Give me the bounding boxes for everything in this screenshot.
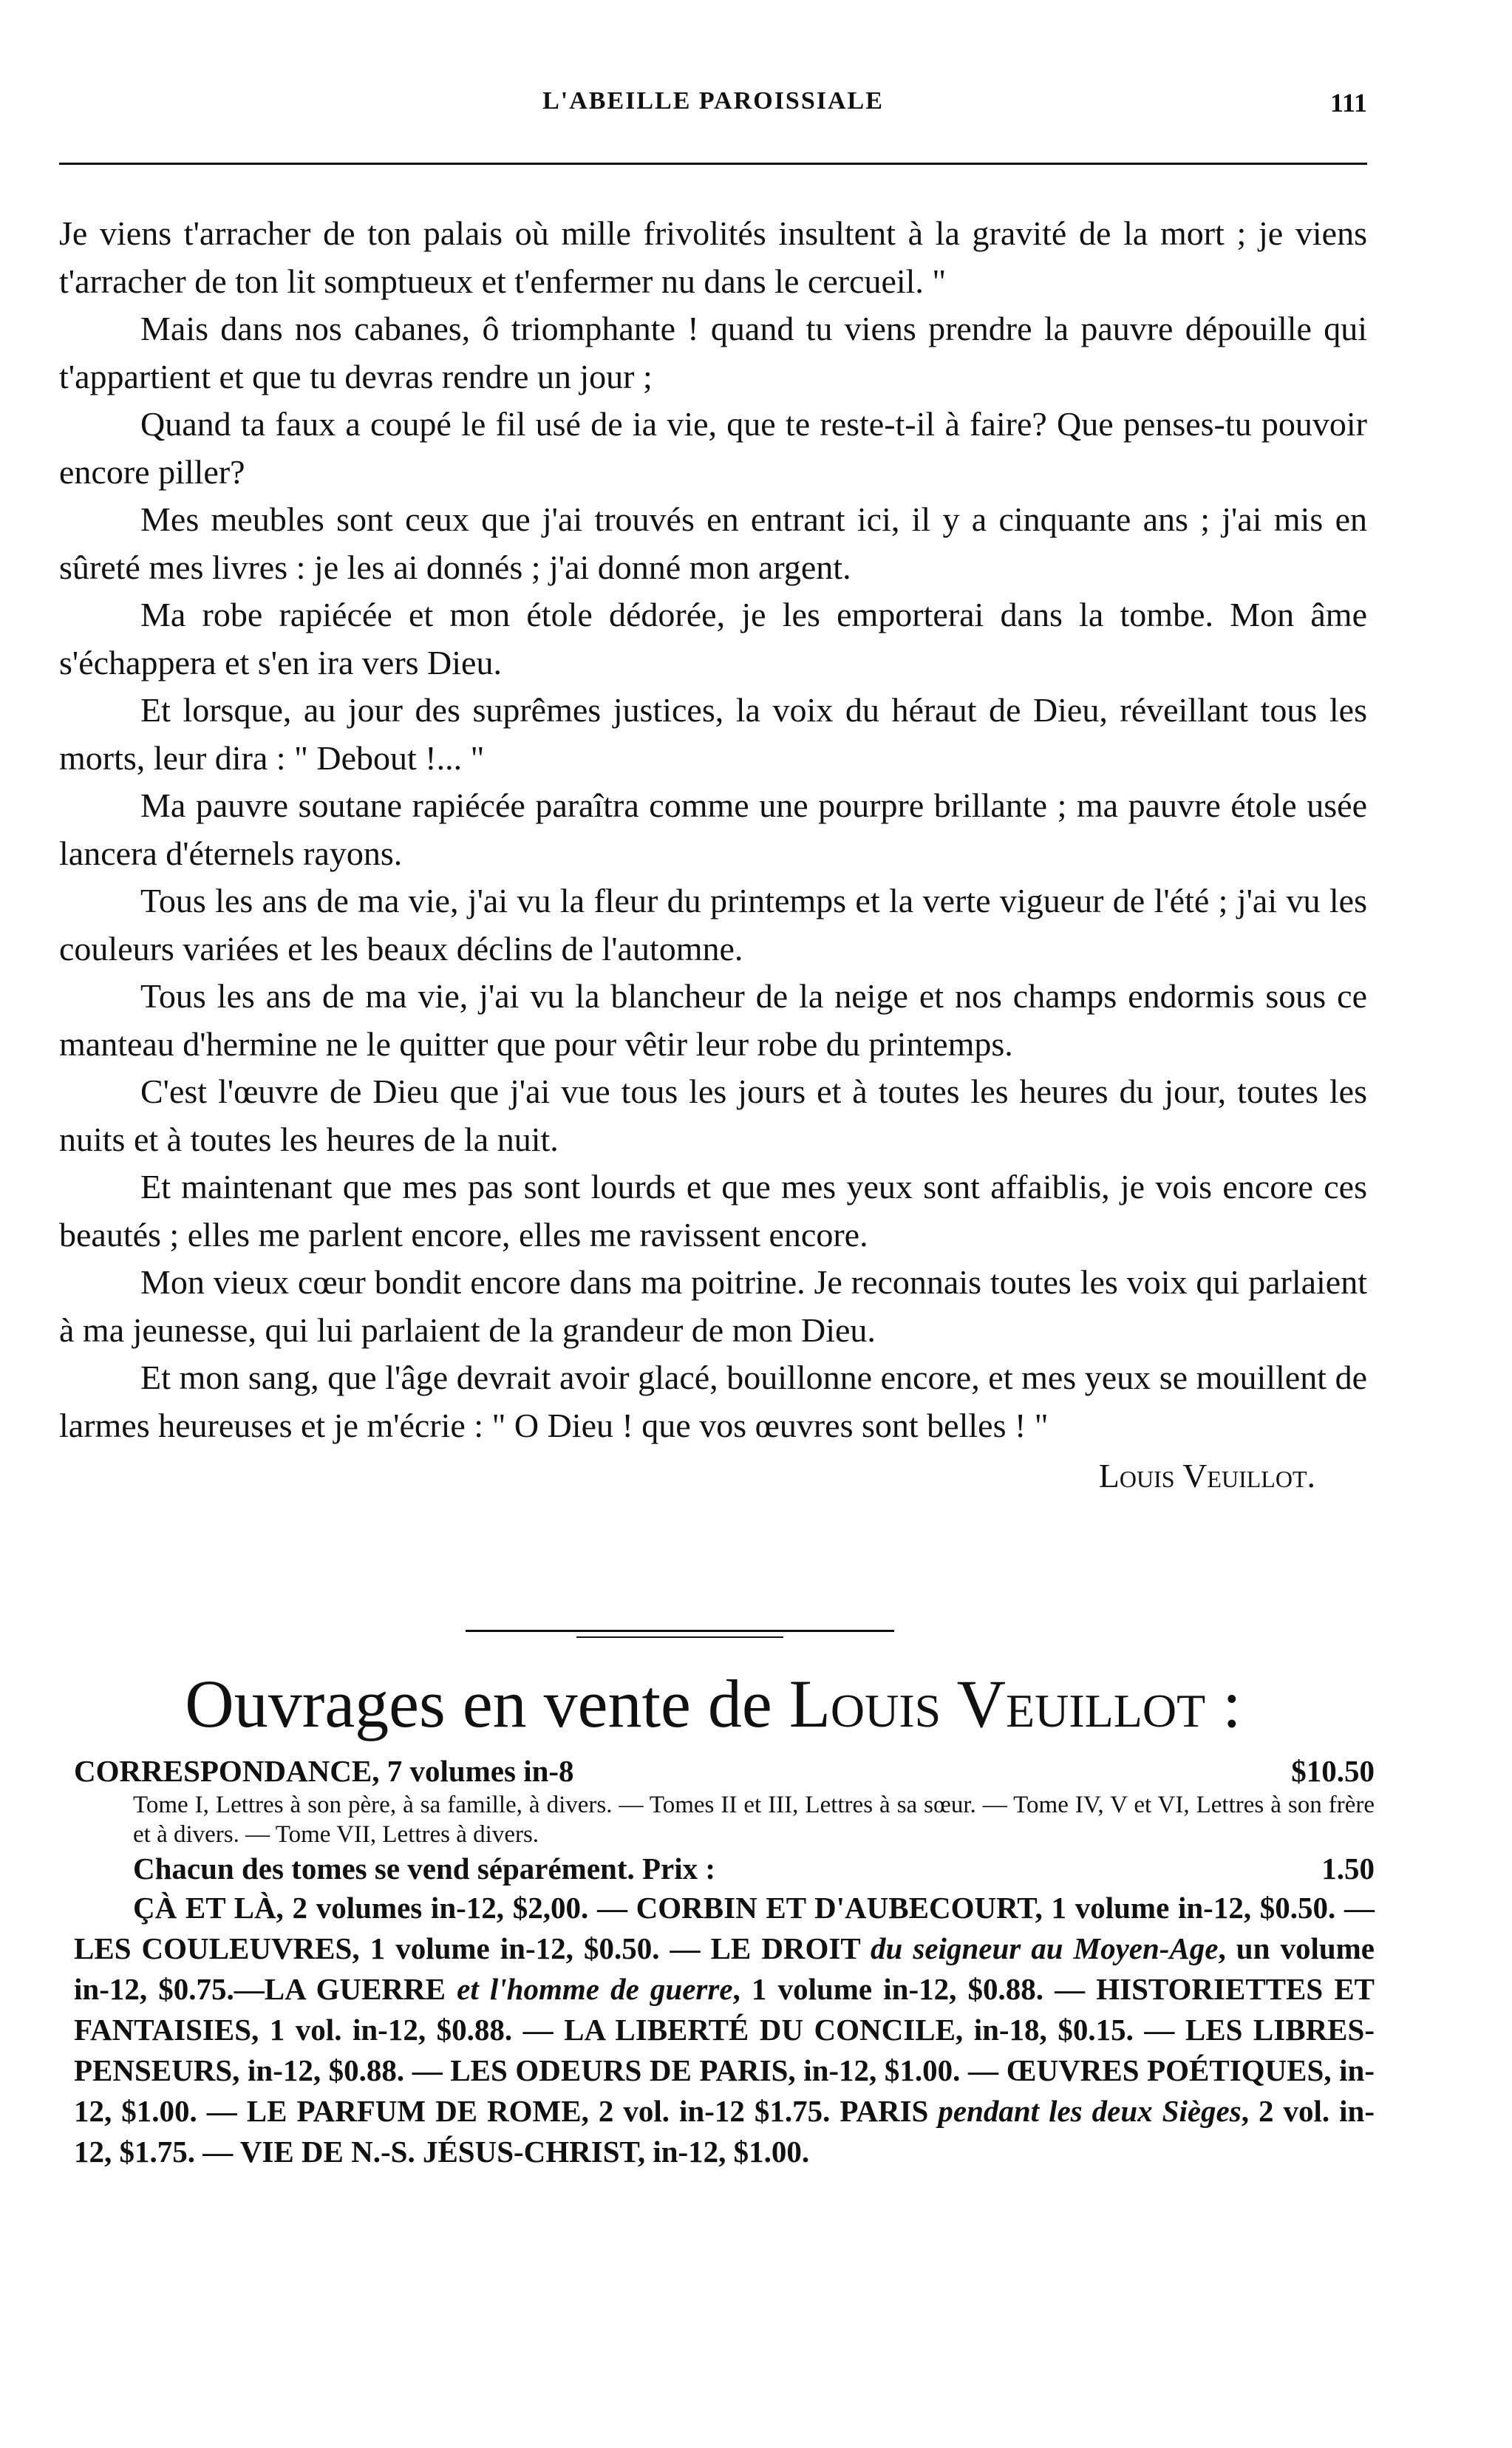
paragraph: C'est l'œuvre de Dieu que j'ai vue tous les jours et à toutes les heures du jour, toutes les nuits et à toutes les heures de la nuit. (59, 1072, 1367, 1158)
paragraph: Et maintenant que mes pas sont lourds et que mes yeux sont affaiblis, je vois encore ces beautés ; elles me parlent encore, elles me ravissent encore. (59, 1168, 1367, 1254)
book-list-italic: du seigneur au Moyen-Age (871, 1931, 1219, 1965)
book-listing (74, 1752, 1375, 2172)
correspondance-label: CORRESPONDANCE, 7 volumes in-8 (74, 1754, 574, 1788)
section-title-author: Louis Veuillot (789, 1666, 1206, 1741)
separate-price-row (74, 1849, 1375, 1888)
paragraph: Tous les ans de ma vie, j'ai vu la fleur du printemps et la verte vigueur de l'été ; j'ai vu les couleurs variées et les beaux déclins de l'automne. (59, 882, 1367, 968)
book-list-text: , un volume in-12, $0.75.—LA GUERRE (74, 1931, 1375, 2006)
separate-label: Chacun des tomes se vend séparément. Prix : (133, 1852, 716, 1886)
correspondance-price: $10.50 (1291, 1754, 1375, 1788)
page-header (59, 87, 1367, 132)
book-list-paragraph (74, 1888, 1375, 2172)
paragraph: Ma pauvre soutane rapiécée paraîtra comme une pourpre brillante ; ma pauvre étole usée lancera d'éternels rayons. (59, 786, 1367, 872)
book-list-italic: et l'homme de guerre (457, 1972, 733, 2006)
paragraph: Et mon sang, que l'âge devrait avoir glacé, bouillonne encore, et mes yeux se mouillent de larmes heureuses et je m'écrie : " O Dieu ! que vos œuvres sont belles ! " (59, 1359, 1367, 1444)
page-number: 111 (1329, 88, 1367, 118)
article-body (59, 210, 1367, 1500)
book-list-text: , 1 volume in-12, $0.88. — HISTORIETTES ET FANTAISIES, 1 vol. in-12, $0.88. — LA LIBERTÉ DU CONCILE, in-18, $0.15. — LES LIBRES-PENSEURS, in-12, $0.88. — LES ODEURS DE PARIS, in-12, $1.00. — ŒUVRES POÉTIQUES, in-12, $1.00. — LE PARFUM DE ROME, 2 vol. in-12 $1.75. PARIS (74, 1972, 1375, 2128)
paragraph: Mes meubles sont ceux que j'ai trouvés en entrant ici, il y a cinquante ans ; j'ai mis en sûreté mes livres : je les ai donnés ; j'ai donné mon argent. (59, 500, 1367, 586)
section-divider (466, 1630, 894, 1640)
paragraph: Je viens t'arracher de ton palais où mille frivolités insultent à la gravité de la mort ; je viens t'arracher de ton lit somptueux et t'enfermer nu dans le cercueil. " (59, 214, 1367, 300)
section-title (59, 1663, 1367, 1744)
correspondance-row (74, 1752, 1375, 1790)
paragraph: Et lorsque, au jour des suprêmes justices, la voix du héraut de Dieu, réveillant tous les morts, leur dira : " Debout !... " (59, 691, 1367, 777)
section-title-part1: Ouvrages en vente de (185, 1666, 789, 1741)
header-rule (59, 163, 1367, 165)
paragraph: Ma robe rapiécée et mon étole dédorée, je les emporterai dans la tombe. Mon âme s'échappera et s'en ira vers Dieu. (59, 596, 1367, 681)
separate-price: 1.50 (1321, 1852, 1375, 1886)
book-list-italic: pendant les deux Sièges (938, 2094, 1242, 2128)
book-list-text: , 2 vol. in-12, $1.75. — VIE DE N.-S. JÉSUS-CHRIST, in-12, $1.00. (74, 2094, 1375, 2169)
paragraph: Tous les ans de ma vie, j'ai vu la blancheur de la neige et nos champs endormis sous ce manteau d'hermine ne le quitter que pour vêtir leur robe du printemps. (59, 977, 1367, 1063)
paragraph: Mais dans nos cabanes, ô triomphante ! quand tu viens prendre la pauvre dépouille qui t'appartient et que tu devras rendre un jour ; (59, 310, 1367, 395)
book-list-text: ÇÀ ET LÀ, 2 volumes in-12, $2,00. — CORBIN ET D'AUBECOURT, 1 volume in-12, $0.50. — LES COULEUVRES, 1 volume in-12, $0.50. — LE DROIT (74, 1891, 1375, 1965)
author-signature: Louis Veuillot. (1098, 1457, 1315, 1495)
paragraph: Quand ta faux a coupé le fil usé de ia vie, que te reste-t-il à faire? Que penses-tu pouvoir encore piller? (59, 405, 1367, 491)
running-title: L'ABEILLE PAROISSIALE (542, 87, 884, 115)
correspondance-note: Tome I, Lettres à son père, à sa famille, à divers. — Tomes II et III, Lettres à sa sœur. — Tome IV, V et VI, Lettres à son frère et à divers. — Tome VII, Lettres à divers. (133, 1792, 1375, 1848)
section-title-part3: : (1205, 1666, 1242, 1741)
paragraph: Mon vieux cœur bondit encore dans ma poitrine. Je reconnais toutes les voix qui parlaient à ma jeunesse, qui lui parlaient de la grandeur de mon Dieu. (59, 1263, 1367, 1349)
